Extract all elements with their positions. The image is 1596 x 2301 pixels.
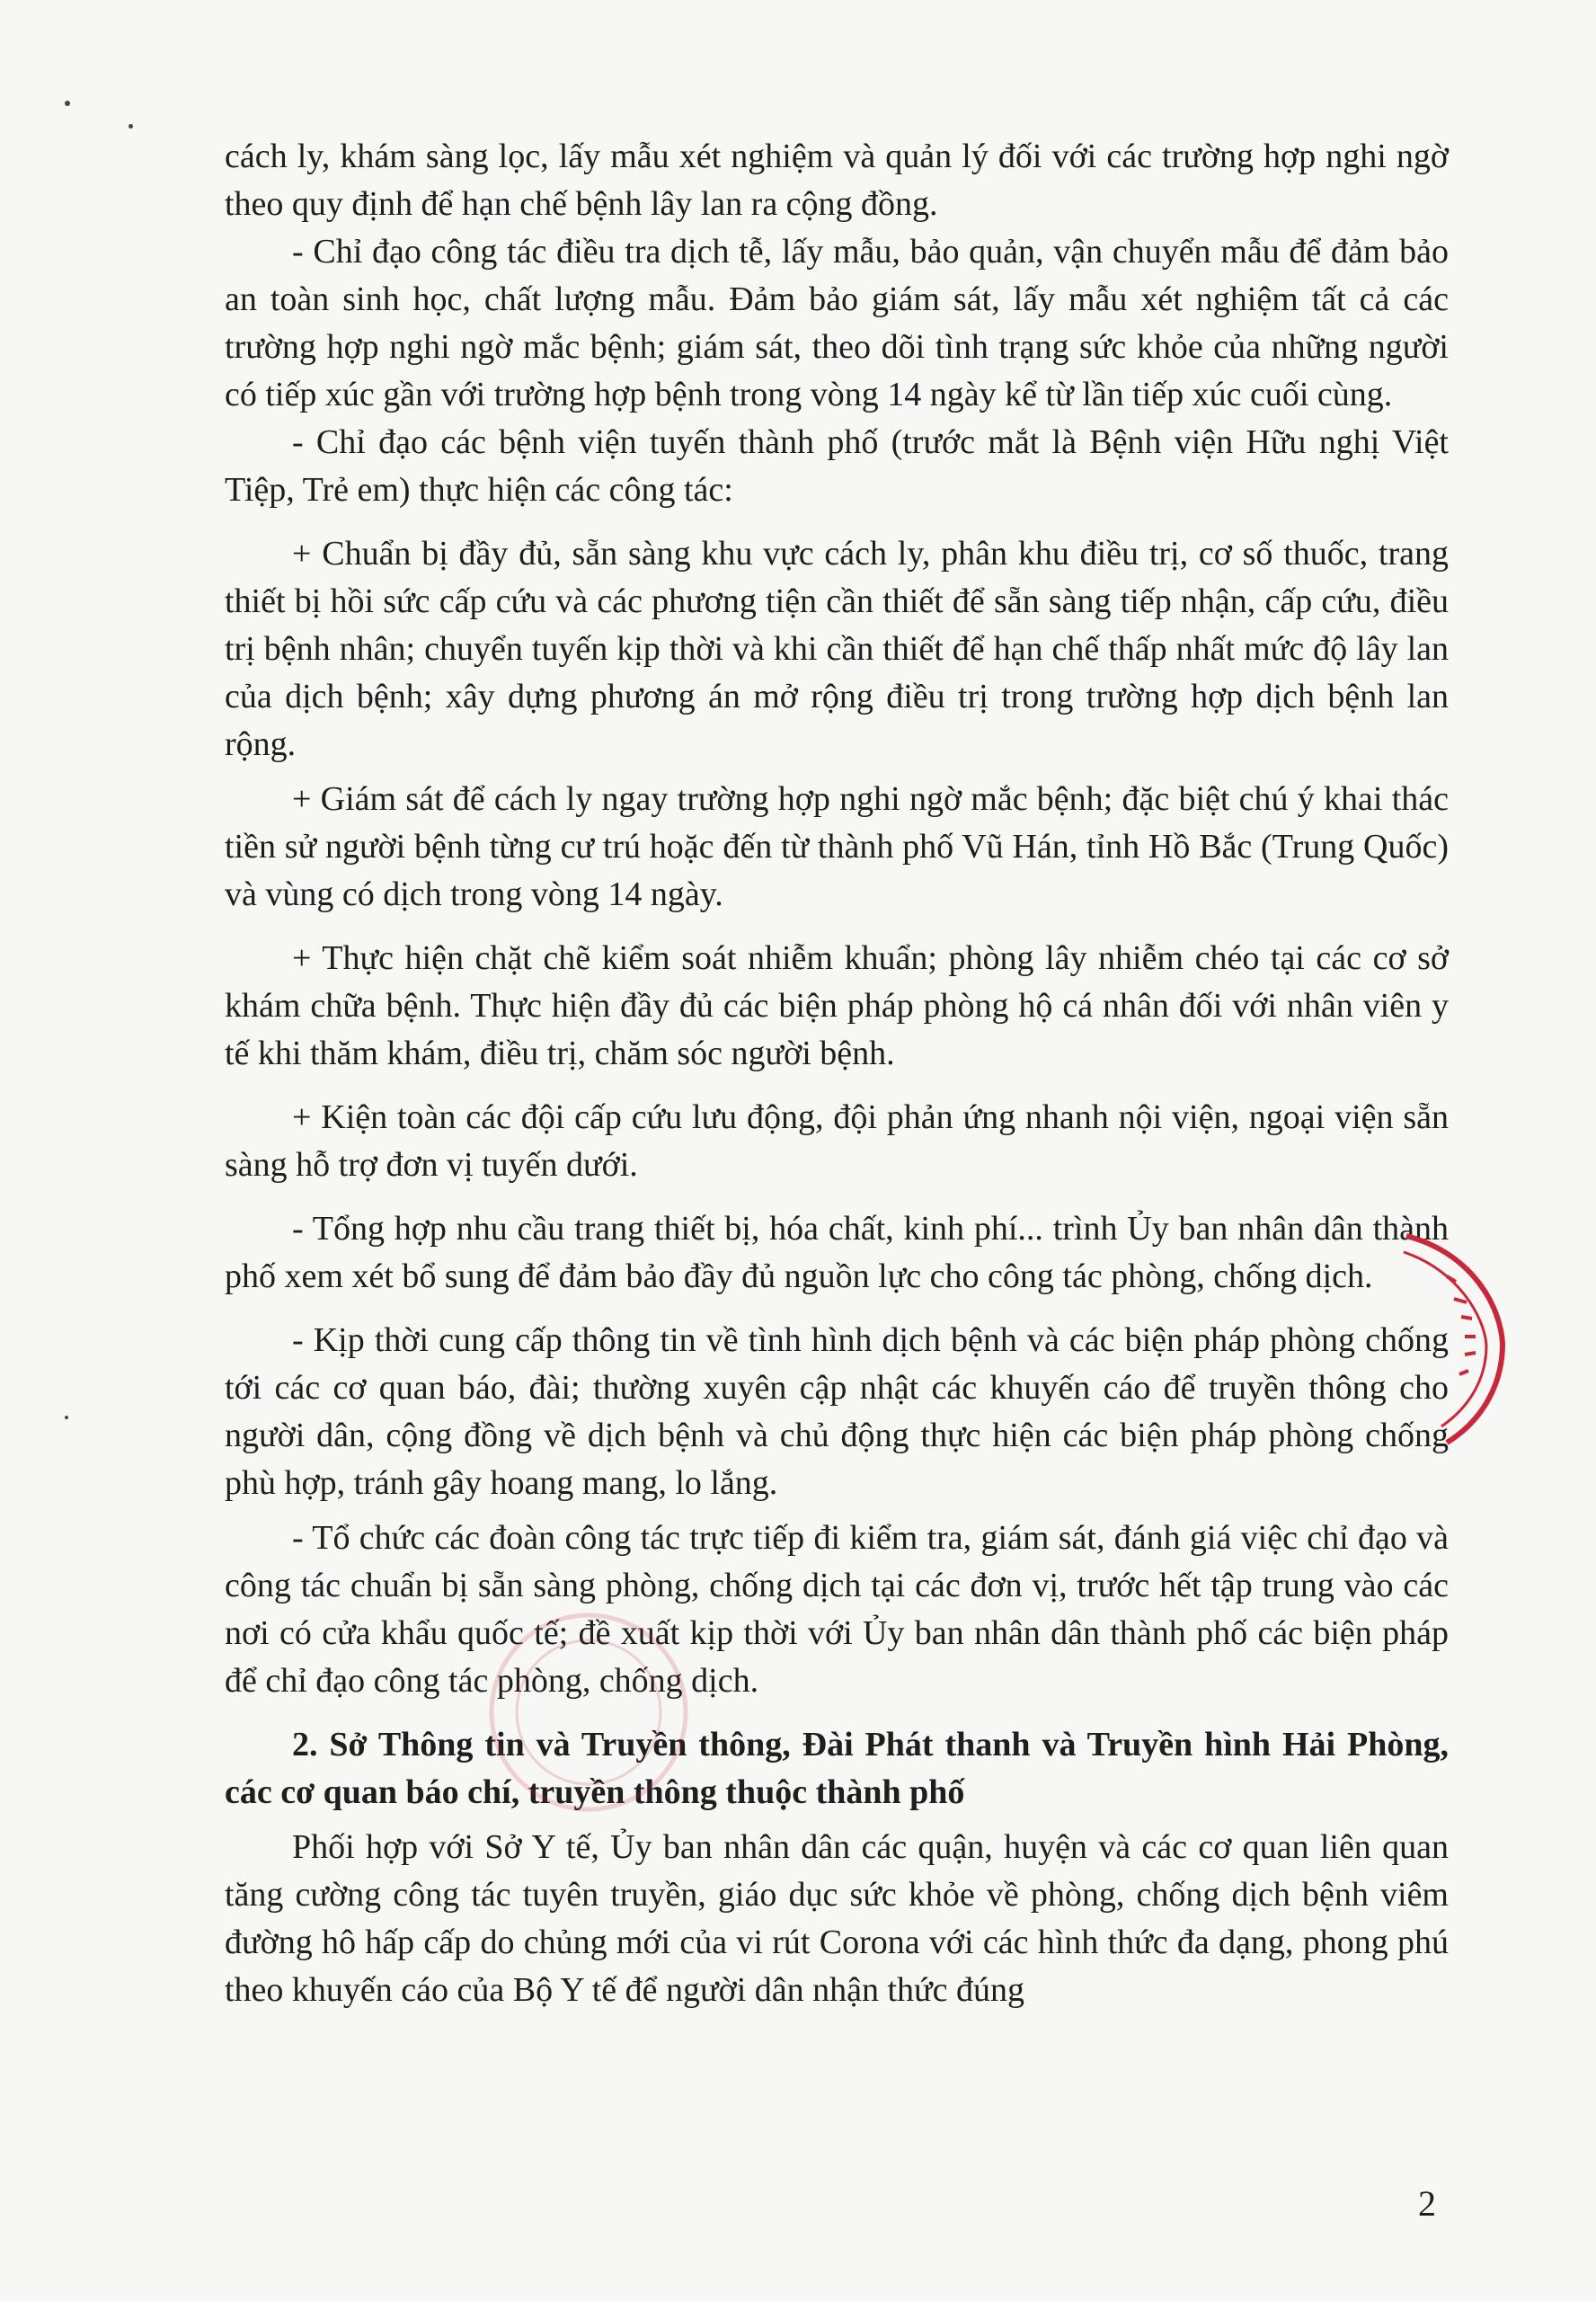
faded-seal-inner-ring [517, 1640, 661, 1784]
page-number: 2 [1418, 2183, 1436, 2224]
paragraph-epidemiology: - Chỉ đạo công tác điều tra dịch tễ, lấy mẫu, bảo quản, vận chuyển mẫu để đảm bảo an toàn sinh học, chất lượng mẫu. Đảm bảo giám sát, lấy mẫu xét nghiệm tất cả các trường hợp nghi ngờ mắc bệnh; giám sát, theo dõi tình trạng sức khỏe của những người có tiếp xúc gần với trường hợp bệnh trong vòng 14 ngày kể từ lần tiếp xúc cuối cùng. [225, 233, 1449, 413]
paragraph-infection-control: + Thực hiện chặt chẽ kiểm soát nhiễm khuẩn; phòng lây nhiễm chéo tại các cơ sở khám chữa bệnh. Thực hiện đầy đủ các biện pháp phòng hộ cá nhân đối với nhân viên y tế khi thăm khám, điều trị, chăm sóc người bệnh. [225, 939, 1449, 1072]
body-text [225, 133, 1449, 2014]
paragraph-continuation: cách ly, khám sàng lọc, lấy mẫu xét nghiệm và quản lý đối với các trường hợp nghi ngờ theo quy định để hạn chế bệnh lây lan ra cộng đồng. [225, 138, 1449, 223]
paragraph-inspection: - Tổ chức các đoàn công tác trực tiếp đi kiểm tra, giám sát, đánh giá việc chỉ đạo và công tác chuẩn bị sẵn sàng phòng, chống dịch tại các đơn vị, trước hết tập trung vào các nơi có cửa khẩu quốc tế; đề xuất kịp thời với Ủy ban nhân dân thành phố các biện pháp để chỉ đạo công tác phòng, chống dịch. [225, 1519, 1449, 1700]
red-seal-stamp [1402, 1227, 1510, 1452]
paragraph-emergency-teams: + Kiện toàn các đội cấp cứu lưu động, đội phản ứng nhanh nội viện, ngoại viện sẵn sàng hỗ trợ đơn vị tuyến dưới. [225, 1098, 1449, 1184]
paragraph-isolation: + Giám sát để cách ly ngay trường hợp nghi ngờ mắc bệnh; đặc biệt chú ý khai thác tiền sử người bệnh từng cư trú hoặc đến từ thành phố Vũ Hán, tỉnh Hồ Bắc (Trung Quốc) và vùng có dịch trong vòng 14 ngày. [225, 780, 1449, 913]
paragraph-information: - Kịp thời cung cấp thông tin về tình hình dịch bệnh và các biện pháp phòng chống tới các cơ quan báo, đài; thường xuyên cập nhật các khuyến cáo để truyền thông cho người dân, cộng đồng về dịch bệnh và chủ động thực hiện các biện pháp phòng chống phù hợp, tránh gây hoang mang, lo lắng. [225, 1321, 1449, 1502]
paragraph-communication: Phối hợp với Sở Y tế, Ủy ban nhân dân các quận, huyện và các cơ quan liên quan tăng cường công tác tuyên truyền, giáo dục sức khỏe về phòng, chống dịch bệnh viêm đường hô hấp cấp do chủng mới của vi rút Corona với các hình thức đa dạng, phong phú theo khuyến cáo của Bộ Y tế để người dân nhận thức đúng [225, 1828, 1449, 2009]
scan-speck [65, 1416, 68, 1419]
scan-speck [65, 101, 70, 106]
paragraph-preparation: + Chuẩn bị đầy đủ, sẵn sàng khu vực cách ly, phân khu điều trị, cơ số thuốc, trang thiết bị hồi sức cấp cứu và các phương tiện cần thiết để sẵn sàng tiếp nhận, cấp cứu, điều trị bệnh nhân; chuyển tuyến kịp thời và khi cần thiết để hạn chế thấp nhất mức độ lây lan của dịch bệnh; xây dựng phương án mở rộng điều trị trong trường hợp dịch bệnh lan rộng. [225, 535, 1449, 763]
paragraph-hospitals: - Chỉ đạo các bệnh viện tuyến thành phố (trước mắt là Bệnh viện Hữu nghị Việt Tiệp, Trẻ em) thực hiện các công tác: [225, 423, 1449, 509]
paragraph-resources: - Tổng hợp nhu cầu trang thiết bị, hóa chất, kinh phí... trình Ủy ban nhân dân thành phố xem xét bổ sung để đảm bảo đầy đủ nguồn lực cho công tác phòng, chống dịch. [225, 1210, 1449, 1295]
seal-ring-edge [1406, 1236, 1503, 1443]
faded-seal-outer-ring [492, 1615, 686, 1809]
section-heading: 2. Sở Thông tin và Truyền thông, Đài Phát thanh và Truyền hình Hải Phòng, các cơ quan báo chí, truyền thông thuộc thành phố [225, 1726, 1449, 1811]
scan-speck [129, 124, 133, 129]
faded-seal-imprint [485, 1609, 692, 1816]
